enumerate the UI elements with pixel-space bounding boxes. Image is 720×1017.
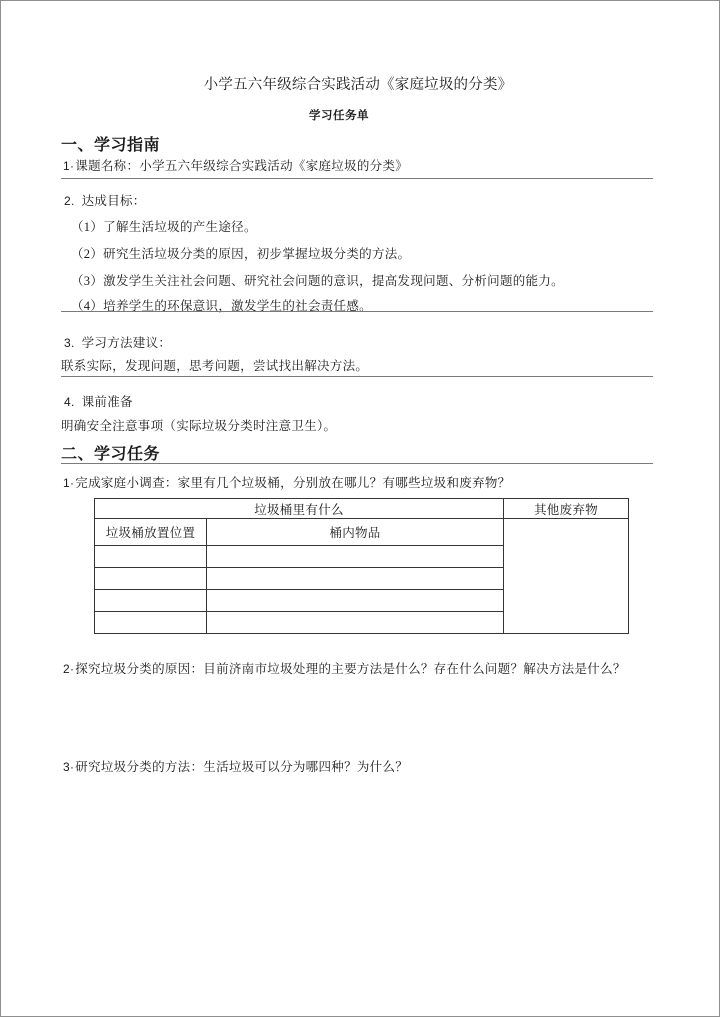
table-empty-cell bbox=[207, 612, 504, 634]
document-subtitle: 学习任务单 bbox=[309, 110, 369, 122]
task-item-2 bbox=[63, 661, 626, 678]
document-title: 小学五六年级综合实践活动《家庭垃圾的分类》 bbox=[203, 77, 513, 93]
item-marker: 3. bbox=[64, 336, 75, 350]
item-marker: 4. bbox=[64, 395, 75, 409]
table-header-row bbox=[95, 499, 629, 519]
divider bbox=[61, 178, 653, 179]
guide-item-topic bbox=[63, 158, 408, 175]
task-item-1 bbox=[63, 475, 510, 492]
divider bbox=[61, 376, 653, 377]
guide-item-prepare bbox=[64, 394, 133, 411]
goal-item-3: （3）激发学生关注社会问题、研究社会问题的意识，提高发现问题、分析问题的能力。 bbox=[71, 274, 564, 288]
goal-item-1: （1）了解生活垃圾的产生途径。 bbox=[71, 220, 257, 234]
guide-item-method bbox=[64, 335, 171, 352]
item-marker: 2. bbox=[64, 194, 75, 208]
item-text: 研究垃圾分类的方法：生活垃圾可以分为哪四种？为什么？ bbox=[75, 760, 409, 774]
goal-item-2: （2）研究生活垃圾分类的原因，初步掌握垃圾分类的方法。 bbox=[71, 247, 411, 261]
survey-table bbox=[94, 498, 629, 634]
divider bbox=[61, 311, 653, 312]
item-text: 学习方法建议： bbox=[81, 336, 172, 350]
table-empty-cell bbox=[95, 546, 207, 568]
item-text: 课前准备 bbox=[81, 395, 133, 409]
table-header-other: 其他废弃物 bbox=[504, 499, 629, 519]
item-marker: 1· bbox=[63, 159, 75, 173]
table-header-main: 垃圾桶里有什么 bbox=[95, 499, 504, 519]
item-marker: 2· bbox=[63, 662, 75, 676]
guide-prepare-body: 明确安全注意事项（实际垃圾分类时注意卫生）。 bbox=[61, 419, 337, 433]
task-item-3 bbox=[63, 759, 408, 776]
table-col-location: 垃圾桶放置位置 bbox=[95, 519, 207, 546]
table-col-contents: 桶内物品 bbox=[207, 519, 504, 546]
section-heading-tasks: 二、学习任务 bbox=[61, 446, 161, 463]
item-marker: 1· bbox=[63, 476, 75, 490]
table-subheader-row bbox=[95, 519, 629, 546]
item-text: 课题名称：小学五六年级综合实践活动《家庭垃圾的分类》 bbox=[75, 159, 409, 173]
section-heading-guide: 一、学习指南 bbox=[61, 137, 161, 154]
table-empty-cell bbox=[95, 612, 207, 634]
table-empty-cell bbox=[95, 590, 207, 612]
goal-item-4: （4）培养学生的环保意识，激发学生的社会责任感。 bbox=[71, 299, 372, 313]
table-empty-cell bbox=[207, 546, 504, 568]
guide-item-goals bbox=[64, 193, 146, 210]
table-other-cell bbox=[504, 519, 629, 634]
table-empty-cell bbox=[207, 568, 504, 590]
item-text: 探究垃圾分类的原因：目前济南市垃圾处理的主要方法是什么？存在什么问题？解决方法是什么？ bbox=[75, 662, 626, 676]
guide-method-body: 联系实际，发现问题，思考问题，尝试找出解决方法。 bbox=[61, 359, 369, 373]
divider bbox=[61, 463, 653, 464]
item-marker: 3· bbox=[63, 760, 75, 774]
table-empty-cell bbox=[207, 590, 504, 612]
item-text: 达成目标： bbox=[81, 194, 146, 208]
table-empty-cell bbox=[95, 568, 207, 590]
item-text: 完成家庭小调查：家里有几个垃圾桶，分别放在哪儿？有哪些垃圾和废弃物？ bbox=[75, 476, 511, 490]
